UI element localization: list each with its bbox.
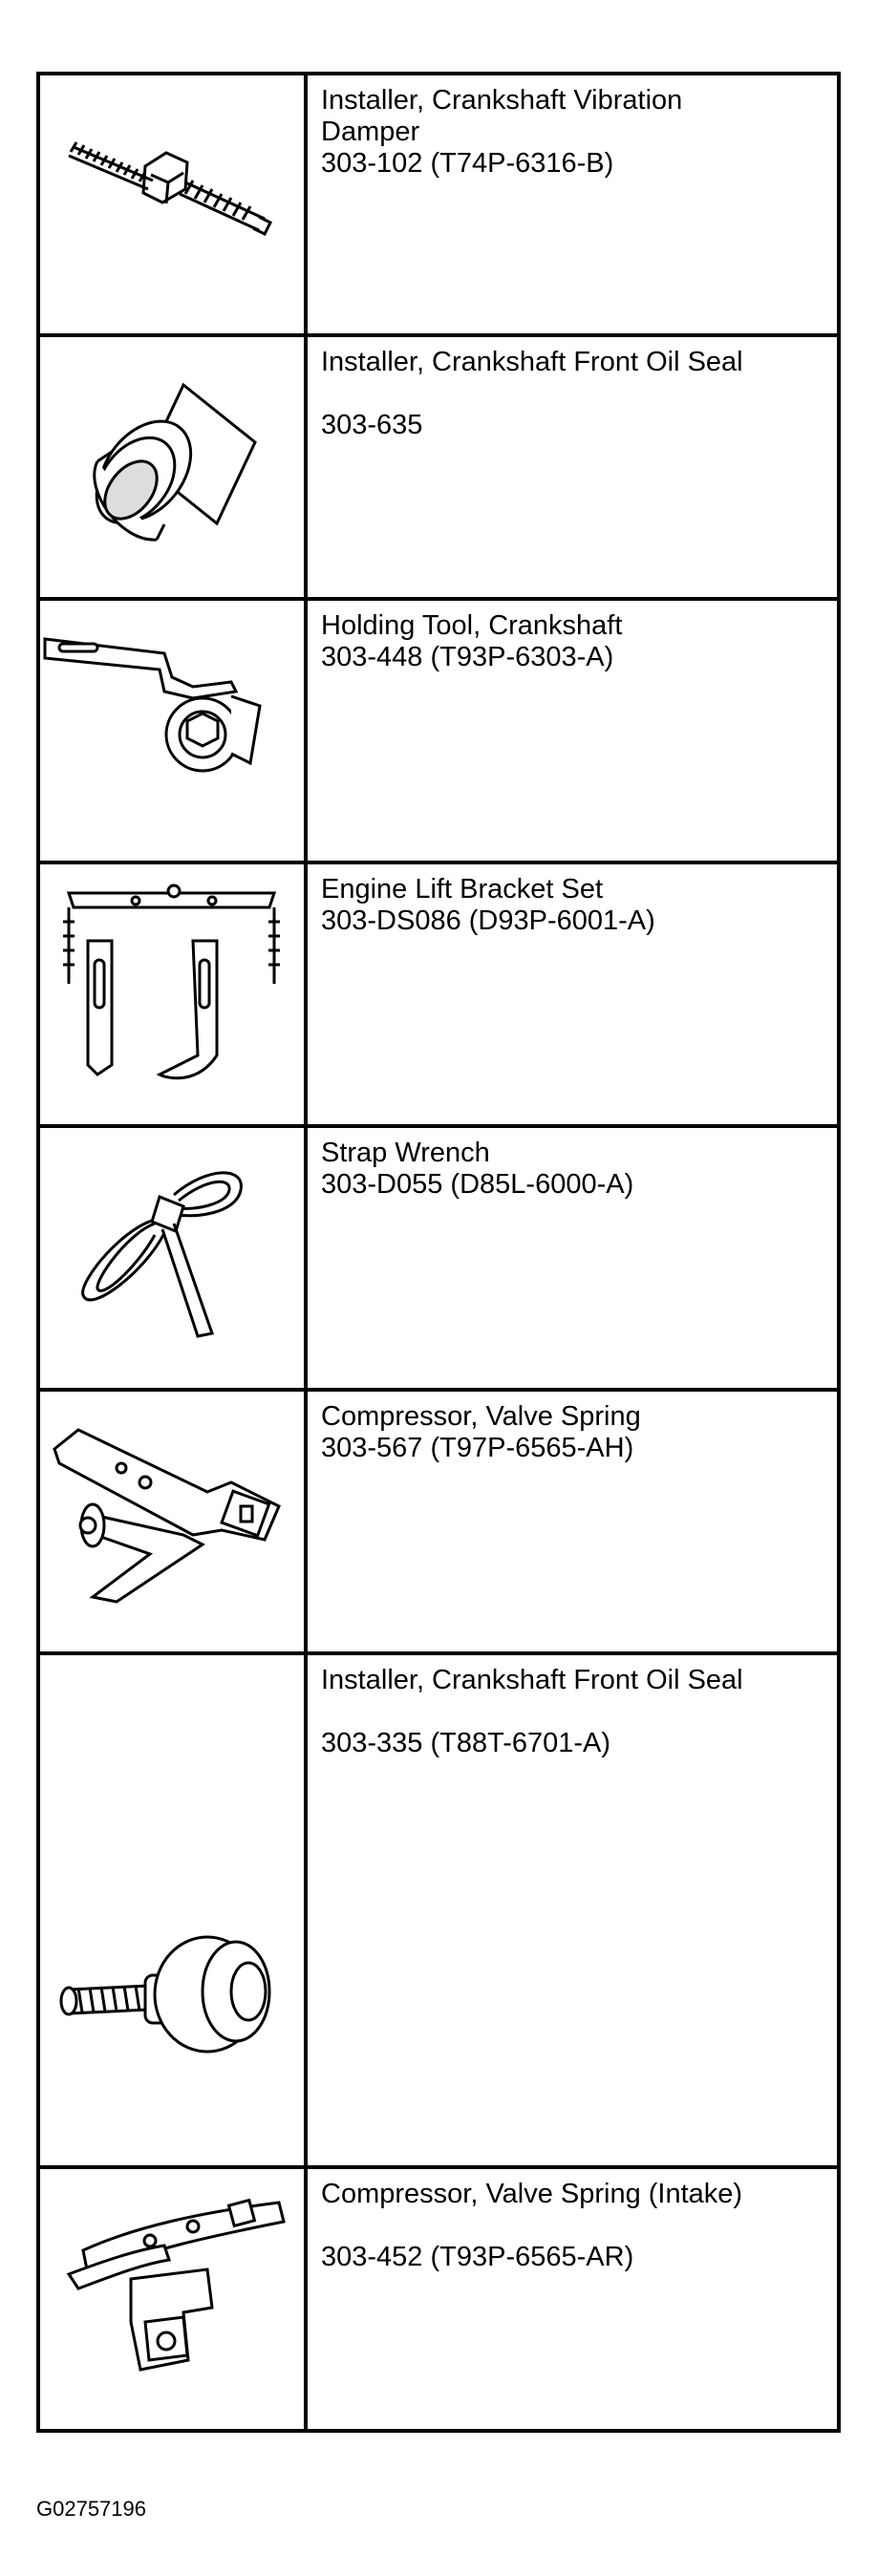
- tool-part-number: 303-335 (T88T-6701-A): [321, 1728, 611, 1758]
- table-row: [38, 1126, 839, 1390]
- tool-name: Holding Tool, Crankshaft: [321, 610, 623, 641]
- tool-illustration-cell: [38, 1653, 306, 2167]
- tool-illustration-cell: [38, 1390, 306, 1653]
- intake-valve-spring-compressor-icon: [40, 2169, 304, 2433]
- tool-illustration-cell: [38, 1126, 306, 1390]
- tool-name: Compressor, Valve Spring (Intake): [321, 2179, 743, 2209]
- table-row: [38, 1390, 839, 1653]
- front-seal-installer-screw-icon: [40, 1655, 304, 2169]
- tool-illustration-cell: [38, 335, 306, 599]
- tool-description-cell: [306, 74, 839, 335]
- tool-illustration-cell: [38, 2167, 306, 2431]
- tool-description-cell: [306, 2167, 839, 2431]
- crankshaft-holding-tool-icon: [40, 601, 304, 864]
- figure-id: G02757196: [36, 2497, 146, 2521]
- tool-name: Installer, Crankshaft Front Oil Seal: [321, 347, 743, 377]
- crankshaft-damper-installer-icon: [40, 75, 304, 337]
- tool-name: Strap Wrench: [321, 1138, 490, 1168]
- tool-part-number: 303-102 (T74P-6316-B): [321, 148, 614, 179]
- tool-part-number: 303-452 (T93P-6565-AR): [321, 2242, 634, 2272]
- tool-description-cell: [306, 1653, 839, 2167]
- strap-wrench-icon: [40, 1128, 304, 1392]
- table-row: [38, 74, 839, 335]
- tool-description-cell: [306, 1390, 839, 1653]
- tool-name: Engine Lift Bracket Set: [321, 874, 603, 905]
- tool-part-number: 303-635: [321, 410, 423, 440]
- table-row: [38, 1653, 839, 2167]
- front-seal-installer-icon: [40, 337, 304, 601]
- valve-spring-compressor-icon: [40, 1392, 304, 1655]
- table-row: [38, 599, 839, 862]
- table-row: [38, 335, 839, 599]
- tool-name: Compressor, Valve Spring: [321, 1401, 641, 1432]
- table-row: [38, 2167, 839, 2431]
- engine-lift-bracket-icon: [40, 864, 304, 1128]
- tool-description-cell: [306, 1126, 839, 1390]
- tool-part-number: 303-567 (T97P-6565-AH): [321, 1433, 634, 1463]
- tool-part-number: 303-D055 (D85L-6000-A): [321, 1169, 634, 1200]
- tool-part-number: 303-448 (T93P-6303-A): [321, 642, 614, 672]
- tool-part-number: 303-DS086 (D93P-6001-A): [321, 905, 655, 936]
- tool-name: Installer, Crankshaft Vibration Damper: [321, 85, 683, 147]
- tool-illustration-cell: [38, 599, 306, 862]
- tool-illustration-cell: [38, 74, 306, 335]
- tool-description-cell: [306, 335, 839, 599]
- tool-description-cell: [306, 599, 839, 862]
- tool-name: Installer, Crankshaft Front Oil Seal: [321, 1665, 743, 1695]
- tool-illustration-cell: [38, 862, 306, 1126]
- table-row: [38, 862, 839, 1126]
- special-tools-table: [36, 72, 841, 2433]
- tool-description-cell: [306, 862, 839, 1126]
